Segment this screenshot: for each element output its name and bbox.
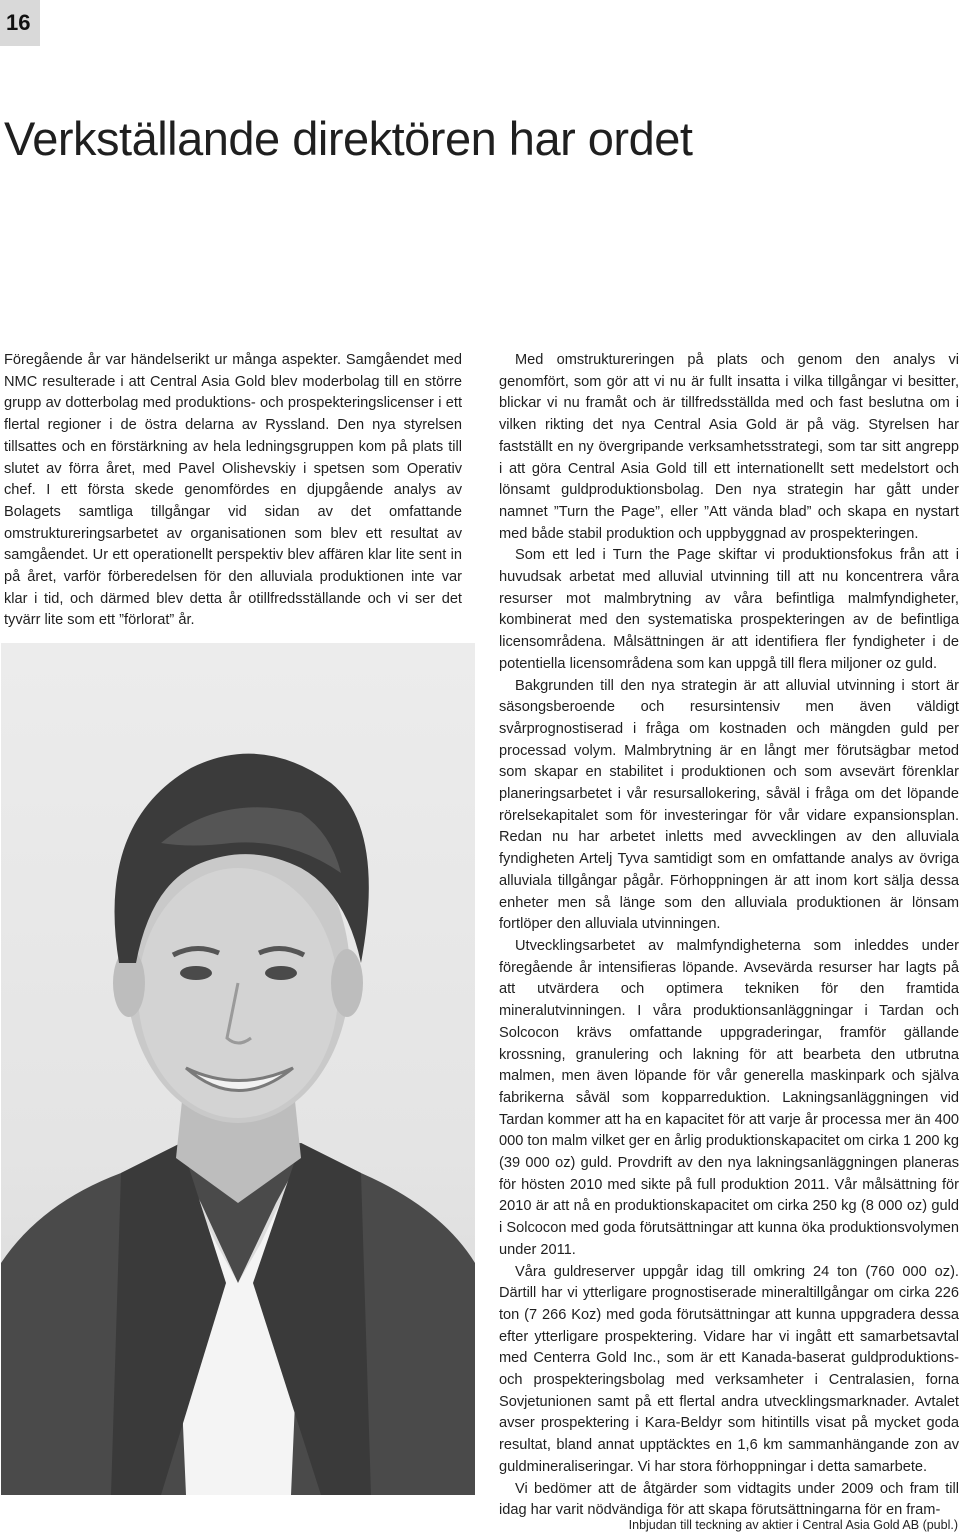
right-paragraph: Med omstruktureringen på plats och genom den analys vi genomfört, som gör att vi nu är fullt insatta i vilka tillgångar vi besitter, blickar vi nu framåt och är tillfredsställda med och fast beslutna om i vilken rikting det nya Central Asia Gold är på väg. Styrelsen har fastställt en ny övergripande verksamhetsstrategi, som tar sitt angrepp i att göra Central Asia Gold till ett internationellt sett medelstort och lönsamt guldproduktionsbolag. Den nya strategin har gått under namnet ”Turn the Page”, eller ”Att vända blad” och skapa en nystart med både stabil produktion och uppbyggnad av prospekteringen. xyxy=(499,352,959,542)
portrait-illustration xyxy=(1,643,475,1495)
ceo-portrait xyxy=(1,643,475,1495)
right-paragraph: Bakgrunden till den nya strategin är att alluvial utvinning i stort är säsongsberoende och resursintensiv men även väldigt svårprognostiserad i fråga om kostnaden och mängden guld per processad volym. Malmbrytning är en långt mer förutsägbar metod som skapar en stabilitet i produktionen och som avsevärt förenklar planeringsarbetet i vår resursallokering, såväl i fråga om det löpande rörelsekapitalet som för investeringar för vår vidare expansionsplan. Redan nu har arbetet inletts med avvecklingen av den alluviala fyndigheten Artelj Tyva samtidigt som en omfattande analys av övriga alluviala tillgångar pågår. Förhoppningen är att inom kort sälja dessa enheter men så länge som den alluviala produktionen är lönsam fortlöper den alluviala utvinningen. xyxy=(499,677,959,933)
footer-note: Inbjudan till teckning av aktier i Central Asia Gold AB (publ.) xyxy=(628,1518,958,1532)
left-column xyxy=(4,350,462,632)
right-column xyxy=(499,350,959,1522)
right-paragraph: Utvecklingsarbetet av malmfyndigheterna som inleddes under föregående år intensifieras löpande. Avsevärda resurser har lagts på att utvärdera och optimera tekniken för den framtida mineralutvinningen. I våra produktionsanläggningar i Tardan och Solcocon krävs omfattande uppgraderingar, framför gällande krossning, granulering och lakning för att bearbeta den utbrutna malmen, men även löpande för vår generella maskinpark och själva fabrikerna såväl som kopparreduktion. Lakningsanläggningen vid Tardan kommer att ha en kapacitet för att varje år processa mer än 400 000 ton malm vilket ger en årlig produktionskapacitet om cirka 1 200 kg (39 000 oz) guld. Provdrift av den nya lakningsanläggningen planeras för hösten 2010 med sikte på full produktion 2011. Vår målsättning för 2010 är att nå en produktionskapacitet om cirka 250 kg (8 000 oz) guld i Solcocon med goda förutsättningar att kunna öka produktionsvolymen under 2011. xyxy=(499,937,959,1258)
right-paragraph: Som ett led i Turn the Page skiftar vi produktionsfokus från att i huvudsak arbetat med alluvial utvinning till att nu koncentrera våra resurser mot malmbrytning av våra befintliga malmfyndigheter, kombinerat med den systematiska prospekteringen av de befintliga licensområdena. Målsättningen är att identifiera fler fyndigheter i de potentiella licensområdena som kan uppgå till flera miljoner oz guld. xyxy=(499,547,959,672)
left-paragraph: Föregående år var händelserikt ur många aspekter. Samgåendet med NMC resulterade i att Central Asia Gold blev moderbolag till en större grupp av dotterbolag med produktions- och prospekteringslicenser i ett flertal regioner i de östra delarna av Ryssland. Den nya styrelsen tillsattes och en förstärkning av hela ledningsgruppen kom på plats till slutet av förra året, med Pavel Olishevskiy i spetsen som Operativ chef. I ett första skede genomfördes en djupgående analys av Bolagets samtliga tillgångar vid sidan av det omfattande omstruktureringsarbetet av organisationen som blev ett resultat av samgåendet. Ur ett operationellt perspektiv blev affären klar lite sent in på året, varför förberedelsen för den alluviala produktionen inte var klar i tid, och därmed blev detta år otillfredsställande och vi ser det tyvärr lite som ett ”förlorat” år. xyxy=(4,352,462,629)
right-paragraph: Våra guldreserver uppgår idag till omkring 24 ton (760 000 oz). Därtill har vi ytterligare prognostiserade mineraltillgångar om cirka 226 ton (7 266 Koz) med goda förutsättningar att kunna uppgradera dessa efter ytterligare prospektering. Vidare har vi ingått ett samarbetsavtal med Centerra Gold Inc., som är ett Kanada-baserat guldproduktions- och prospekteringsbolag med verksamheter i Centralasien, forna Sovjetunionen samt på ett flertal andra utvecklingsmarknader. Avtalet avser prospektering i Kara-Beldyr som hitintills visat på mycket goda resultat, bland annat upptäcktes en 1,6 km sammanhängande zon av guldmineraliseringar. Vi har stora förhoppningar i detta samarbete. xyxy=(499,1263,959,1475)
page-title: Verkställande direktören har ordet xyxy=(4,112,693,165)
right-paragraph: Vi bedömer att de åtgärder som vidtagits under 2009 och fram till idag har varit nödvändiga för att skapa förutsättningarna för en fram- xyxy=(499,1480,959,1519)
page-number: 16 xyxy=(0,0,40,46)
